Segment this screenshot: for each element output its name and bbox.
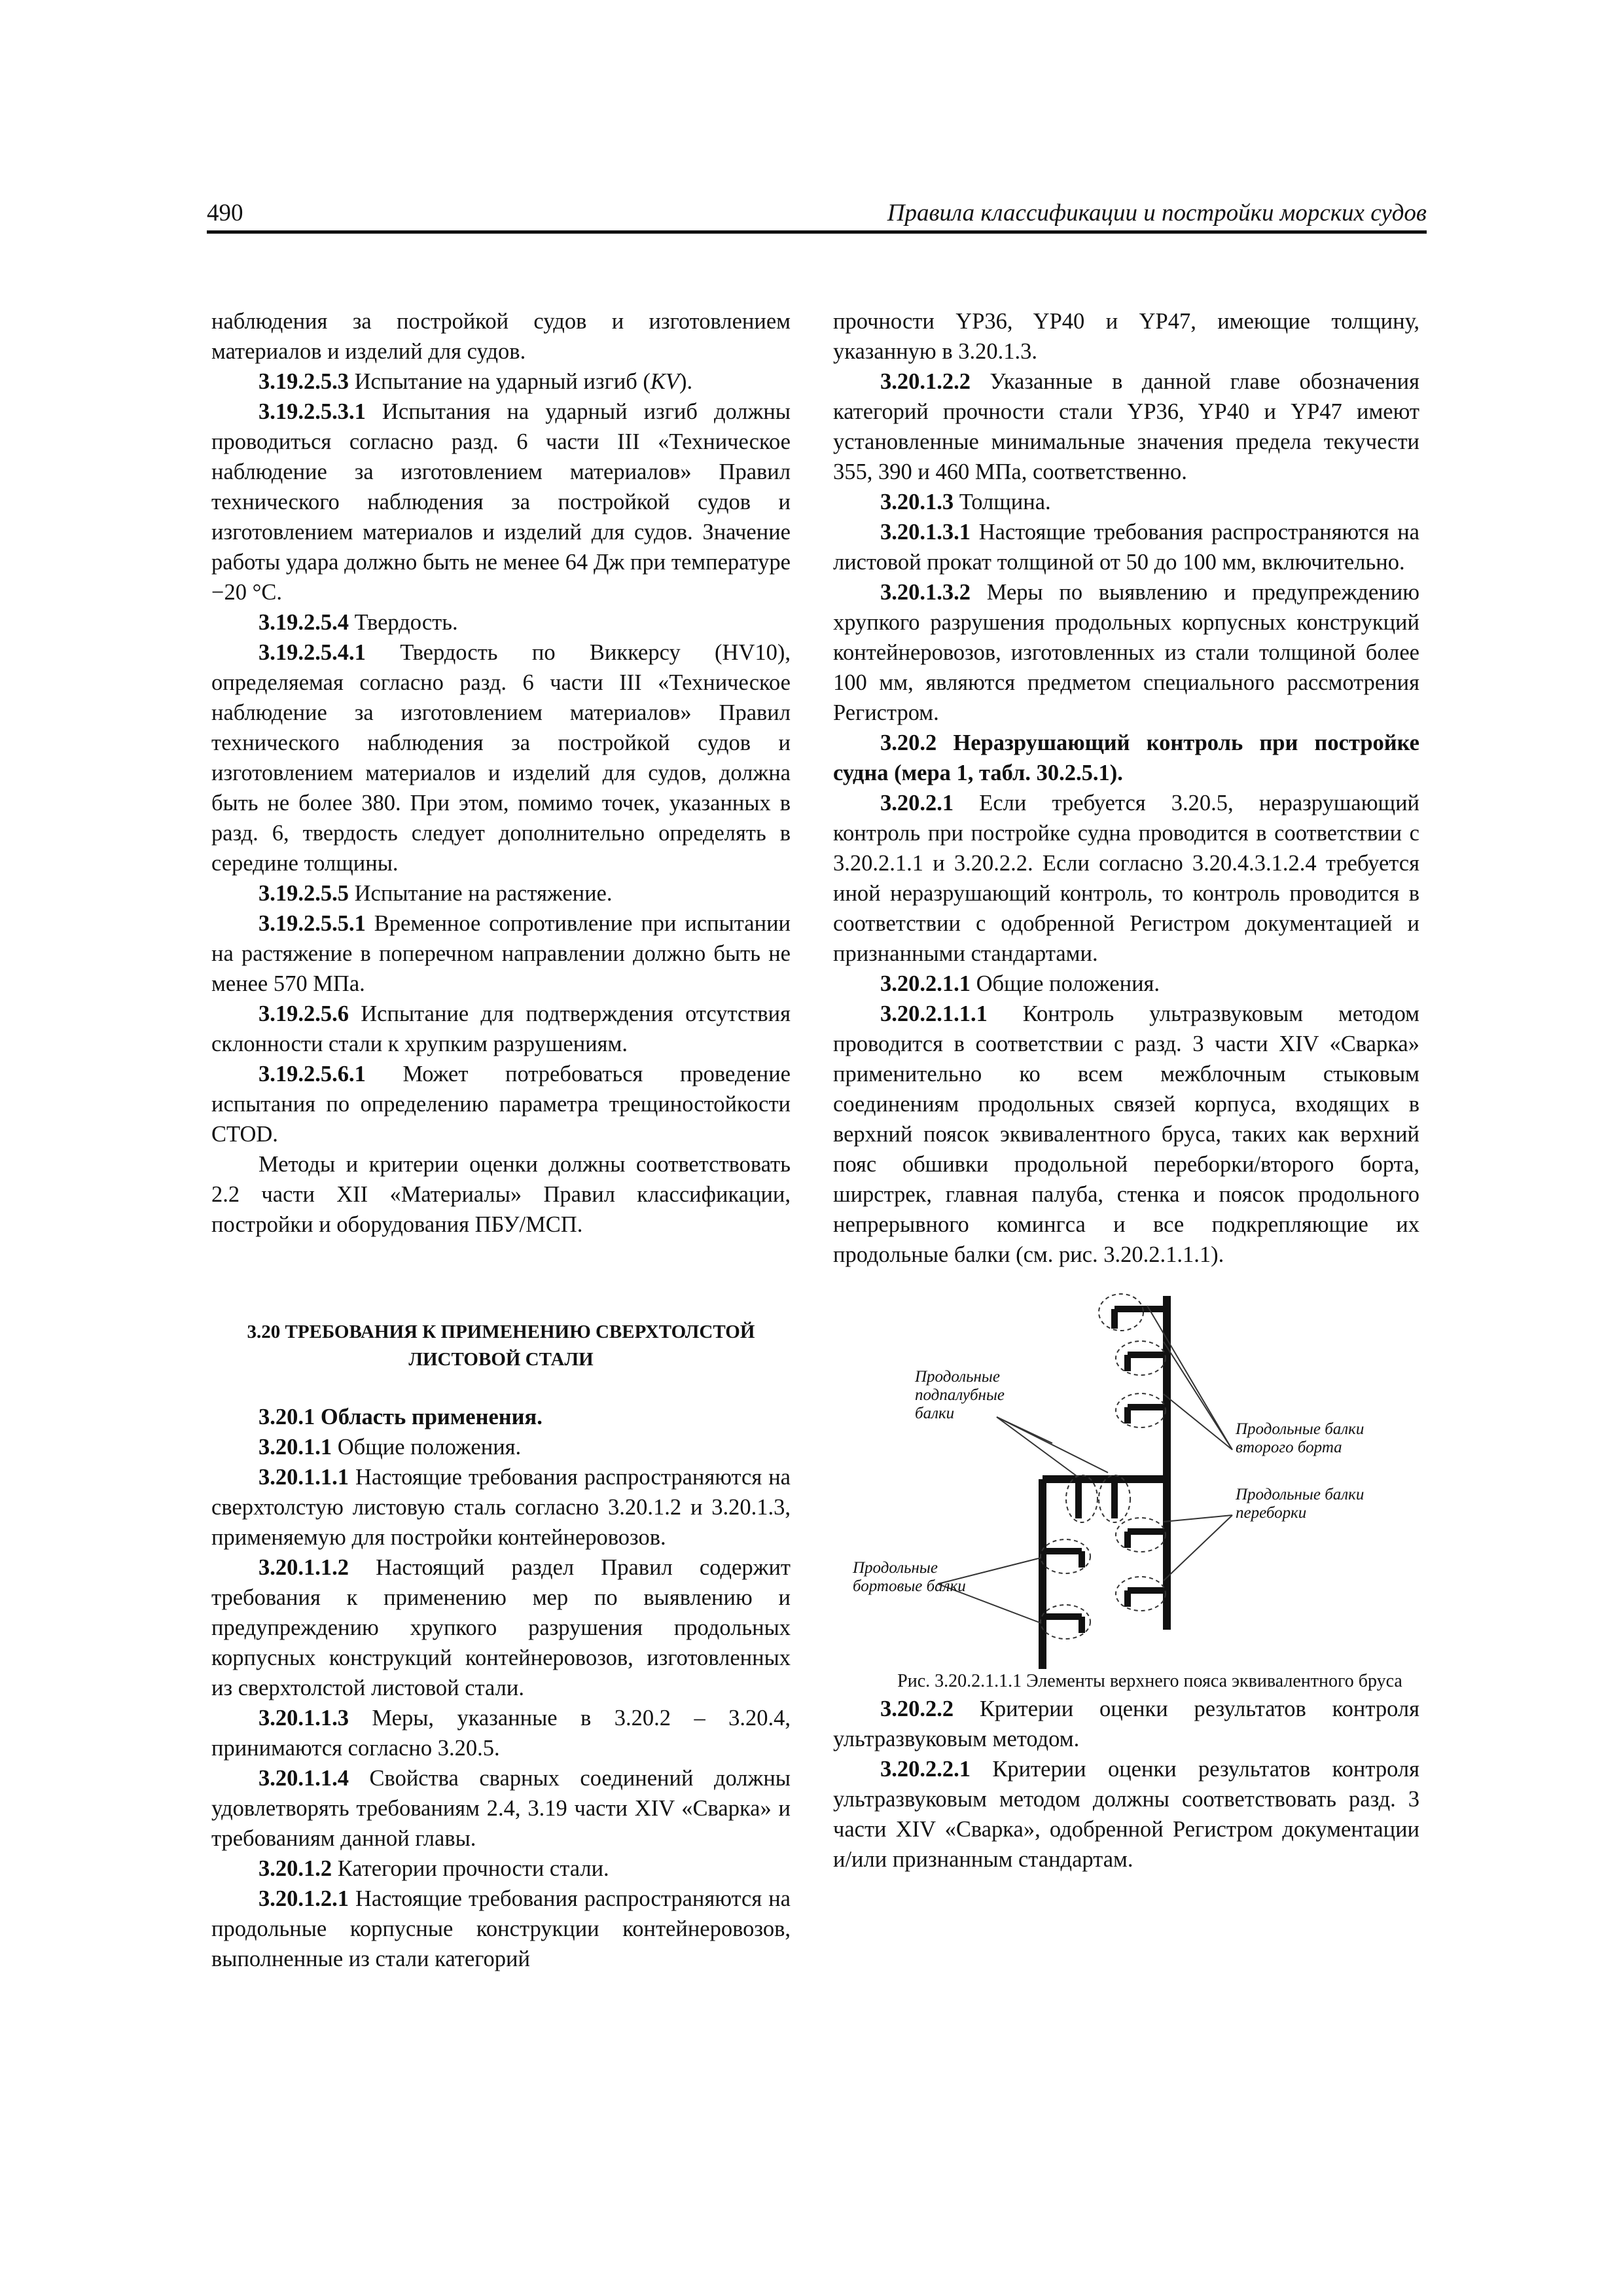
section-heading: 3.20 ТРЕБОВАНИЯ К ПРИМЕНЕНИЮ СВЕРХТОЛСТОЙ ЛИСТОВОЙ СТАЛИ <box>247 1321 755 1370</box>
paragraph: 3.20.1.1.1 Настоящие требования распространяются на сверхтолстую листовую сталь согласно 3.20.1.2 и 3.20.1.3, применяемую для постройки контейнеровозов. <box>211 1465 791 1550</box>
left-column <box>211 306 791 1974</box>
label-inner-side-stiffeners: Продольные балки второго борта <box>1236 1420 1364 1456</box>
paragraph: 3.20.2.2 Критерии оценки результатов контроля ультразвуковым методом. <box>833 1696 1419 1751</box>
paragraph: 3.19.2.5.4.1 Твердость по Виккерсу (HV10), определяемая согласно разд. 6 части III «Техническое наблюдение за изготовлением материалов» Правил технического наблюдения за постройкой судов и изготовлением материалов и изделий для судов, должна быть не более 380. При этом, помимо точек, указанных в разд. 6, твердость следует дополнительно определять в середине толщины. <box>211 640 791 876</box>
paragraph: 3.20.1.2.1 Настоящие требования распространяются на продольные корпусные конструкции контейнеровозов, выполненные из стали категорий <box>211 1886 791 1971</box>
paragraph: 3.20.1.2.2 Указанные в данной главе обозначения категорий прочности стали YP36, YP40 и YP47 имеют установленные минимальные значения предела текучести 355, 390 и 460 МПа, соответственно. <box>833 369 1419 484</box>
figure-equivalent-girder <box>833 1289 1419 1669</box>
paragraph: 3.20.1.1.3 Меры, указанные в 3.20.2 – 3.20.4, принимаются согласно 3.20.5. <box>211 1706 791 1761</box>
subsection-title: 3.20.1 Область применения. <box>259 1405 543 1429</box>
paragraph: 3.20.1.3.2 Меры по выявлению и предупреждению хрупкого разрушения продольных корпусных конструкций контейнеровозов, изготовленных из стали толщиной более 100 мм, являются предметом специального рассмотрения Регистром. <box>833 580 1419 725</box>
paragraph: 3.19.2.5.4 Твердость. <box>259 610 458 635</box>
paragraph: наблюдения за постройкой судов и изготовлением материалов и изделий для судов. <box>211 309 791 364</box>
paragraph: 3.19.2.5.6.1 Может потребоваться проведение испытания по определению параметра трещиностойкости CTOD. <box>211 1062 791 1147</box>
right-column <box>833 306 1419 1874</box>
paragraph: Методы и критерии оценки должны соответствовать 2.2 части XII «Материалы» Правил классификации, постройки и оборудования ПБУ/МСП. <box>211 1152 791 1237</box>
label-side-stiffeners: Продольные бортовые балки <box>853 1559 966 1595</box>
paragraph: прочности YP36, YP40 и YP47, имеющие толщину, указанную в 3.20.1.3. <box>833 309 1419 364</box>
paragraph: 3.19.2.5.5.1 Временное сопротивление при испытании на растяжение в поперечном направлении должно быть не менее 570 МПа. <box>211 911 791 996</box>
page-number: 490 <box>207 200 243 226</box>
paragraph: 3.20.1.1.4 Свойства сварных соединений должны удовлетворять требованиям 2.4, 3.19 части XIV «Сварка» и требованиям данной главы. <box>211 1766 791 1851</box>
paragraph: 3.20.1.3 Толщина. <box>880 490 1051 514</box>
label-deck-stiffeners: Продольные подпалубные балки <box>915 1368 1005 1422</box>
figure-caption: Рис. 3.20.2.1.1.1 Элементы верхнего пояса эквивалентного бруса <box>897 1671 1402 1691</box>
paragraph: 3.19.2.5.3.1 Испытания на ударный изгиб должны проводиться согласно разд. 6 части III «Техническое наблюдение за изготовлением материалов» Правил технического наблюдения за постройкой судов и изготовлением материалов и изделий для судов. Значение работы удара должно быть не менее 64 Дж при температуре −20 °С. <box>211 399 791 605</box>
paragraph: 3.20.2.1 Если требуется 3.20.5, неразрушающий контроль при постройке судна проводится в соответствии с 3.20.2.1.1 и 3.20.2.2. Если согласно 3.20.4.3.1.2.4 требуется иной неразрушающий контроль, то контроль проводится в соответствии с одобренной Регистром документацией и признанными стандартами. <box>833 791 1419 966</box>
paragraph: 3.20.2.1.1.1 Контроль ультразвуковым методом проводится в соответствии с разд. 3 части XIV «Сварка» применительно ко всем межблочным стыковым соединениям продольных связей корпуса, входящих в верхний поясок эквивалентного бруса, таких как верхний пояс обшивки продольной переборки/второго борта, ширстрек, главная палуба, стенка и поясок продольного непрерывного комингса и все подкрепляющие их продольные балки (см. рис. 3.20.2.1.1.1). <box>833 1001 1419 1267</box>
paragraph: 3.20.1.2 Категории прочности стали. <box>259 1856 609 1881</box>
header-rule <box>207 230 1427 234</box>
subsection-title: 3.20.2 Неразрушающий контроль при постройке судна (мера 1, табл. 30.2.5.1). <box>833 730 1419 785</box>
running-title: Правила классификации и постройки морских судов <box>887 200 1427 226</box>
paragraph: 3.20.1.3.1 Настоящие требования распространяются на листовой прокат толщиной от 50 до 100 мм, включительно. <box>833 520 1419 575</box>
paragraph: 3.20.2.2.1 Критерии оценки результатов контроля ультразвуковым методом должны соответствовать разд. 3 части XIV «Сварка», одобренной Регистром документации и/или признанным стандартам. <box>833 1757 1419 1872</box>
paragraph: 3.19.2.5.3 Испытание на ударный изгиб (KV). <box>259 369 693 394</box>
page-header <box>207 198 1427 232</box>
paragraph: 3.20.2.1.1 Общие положения. <box>880 971 1160 996</box>
paragraph: 3.19.2.5.5 Испытание на растяжение. <box>259 881 613 906</box>
structure-diagram <box>833 1289 1419 1669</box>
paragraph: 3.19.2.5.6 Испытание для подтверждения отсутствия склонности стали к хрупким разрушениям. <box>211 1001 791 1056</box>
paragraph: 3.20.1.1.2 Настоящий раздел Правил содержит требования к применению мер по выявлению и предупреждению хрупкого разрушения продольных корпусных конструкций контейнеровозов, изготовленных из сверхтолстой листовой стали. <box>211 1555 791 1700</box>
label-bulkhead-stiffeners: Продольные балки переборки <box>1236 1486 1364 1522</box>
paragraph: 3.20.1.1 Общие положения. <box>259 1435 522 1460</box>
